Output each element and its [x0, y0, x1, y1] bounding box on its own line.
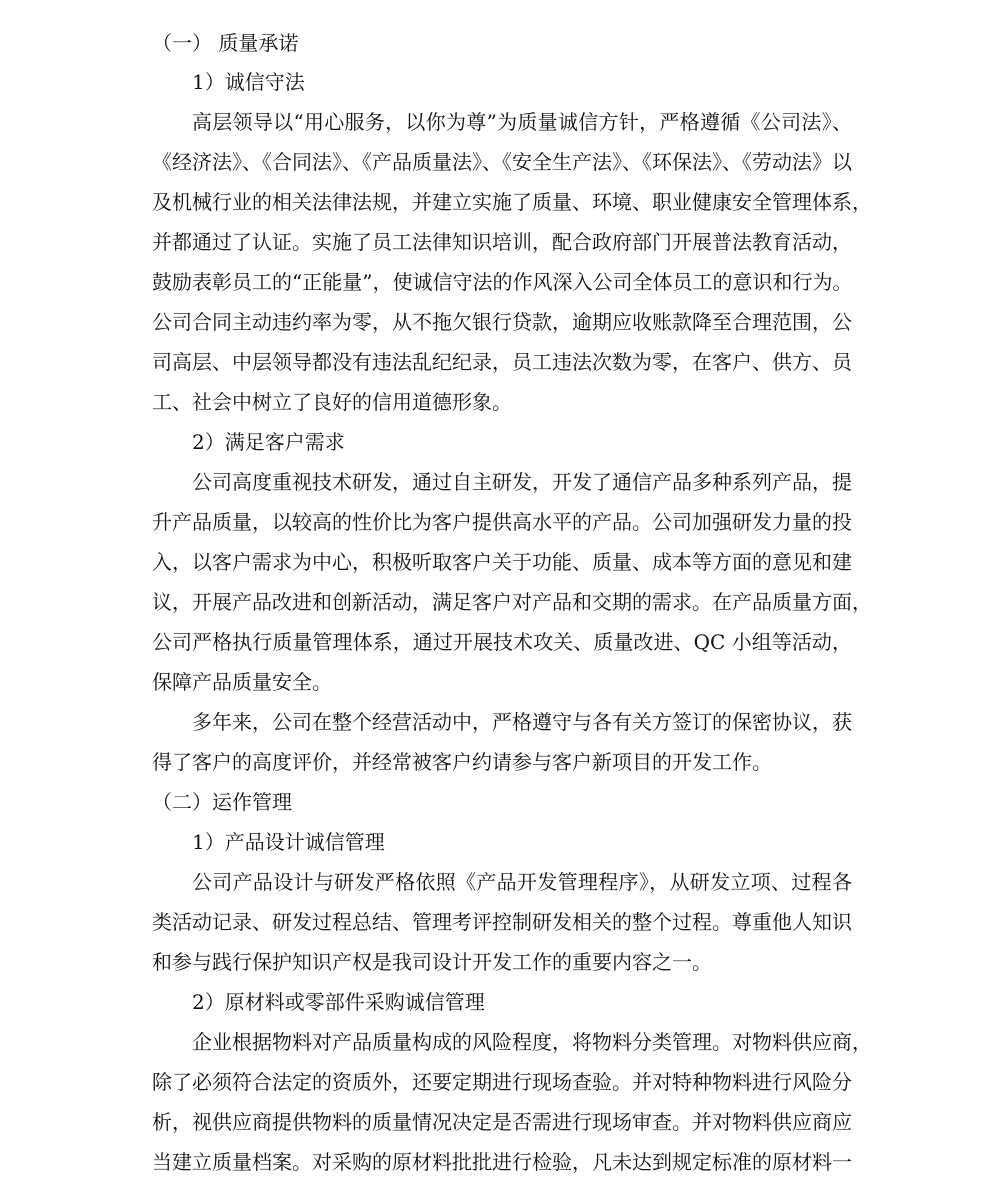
paragraph-line: 公司高度重视技术研发，通过自主研发，开发了通信产品多种系列产品，提 [192, 470, 852, 494]
section1-heading: （一） 质量承诺 [152, 31, 299, 55]
paragraph-line: 得了客户的高度评价，并经常被客户约请参与客户新项目的开发工作。 [152, 750, 772, 774]
paragraph-line: 公司产品设计与研发严格依照《产品开发管理程序》，从研发立项、过程各 [192, 870, 852, 894]
paragraph-line: 议，开展产品改进和创新活动，满足客户对产品和交期的需求。在产品质量方面， [152, 590, 872, 614]
paragraph-line: 类活动记录、研发过程总结、管理考评控制研发相关的整个过程。尊重他人知识 [152, 910, 852, 934]
paragraph-line: 保障产品质量安全。 [152, 670, 332, 694]
paragraph-line: 司高层、中层领导都没有违法乱纪纪录，员工违法次数为零，在客户、供方、员 [152, 350, 852, 374]
paragraph-line: 并都通过了认证。实施了员工法律知识培训，配合政府部门开展普法教育活动， [152, 230, 852, 254]
section2-sub1-title: 1）产品设计诚信管理 [192, 830, 385, 854]
paragraph-line: 企业根据物料对产品质量构成的风险程度，将物料分类管理。对物料供应商， [192, 1030, 872, 1054]
paragraph-line: 升产品质量，以较高的性价比为客户提供高水平的产品。公司加强研发力量的投 [152, 510, 852, 534]
paragraph-line: 析，视供应商提供物料的质量情况决定是否需进行现场审查。并对物料供应商应 [152, 1110, 852, 1134]
paragraph-line: 当建立质量档案。对采购的原材料批批进行检验，凡未达到规定标准的原材料一 [152, 1150, 852, 1174]
section1-sub1-title: 1）诚信守法 [192, 70, 305, 94]
paragraph-line: 工、社会中树立了良好的信用道德形象。 [152, 390, 512, 414]
paragraph-line: 和参与践行保护知识产权是我司设计开发工作的重要内容之一。 [152, 950, 712, 974]
paragraph-line: 《经济法》、《合同法》、《产品质量法》、《安全生产法》、《环保法》、《劳动法》以 [152, 150, 852, 174]
paragraph-line: 公司合同主动违约率为零，从不拖欠银行贷款，逾期应收账款降至合理范围，公 [152, 310, 852, 334]
paragraph-line: 鼓励表彰员工的“正能量”，使诚信守法的作风深入公司全体员工的意识和行为。 [152, 270, 853, 294]
paragraph-line: 公司严格执行质量管理体系，通过开展技术攻关、质量改进、QC 小组等活动， [152, 630, 852, 654]
paragraph-line: 除了必须符合法定的资质外，还要定期进行现场查验。并对特种物料进行风险分 [152, 1070, 852, 1094]
paragraph-line: 入，以客户需求为中心，积极听取客户关于功能、质量、成本等方面的意见和建 [152, 550, 852, 574]
section2-sub2-title: 2）原材料或零部件采购诚信管理 [192, 990, 485, 1014]
section1-sub2-title: 2）满足客户需求 [192, 430, 345, 454]
section2-heading: （二）运作管理 [152, 790, 292, 814]
paragraph-line: 多年来，公司在整个经营活动中，严格遵守与各有关方签订的保密协议，获 [192, 710, 852, 734]
paragraph-line: 高层领导以“用心服务，以你为尊”为质量诚信方针，严格遵循《公司法》、 [192, 110, 852, 134]
paragraph-line: 及机械行业的相关法律法规，并建立实施了质量、环境、职业健康安全管理体系， [152, 190, 872, 214]
